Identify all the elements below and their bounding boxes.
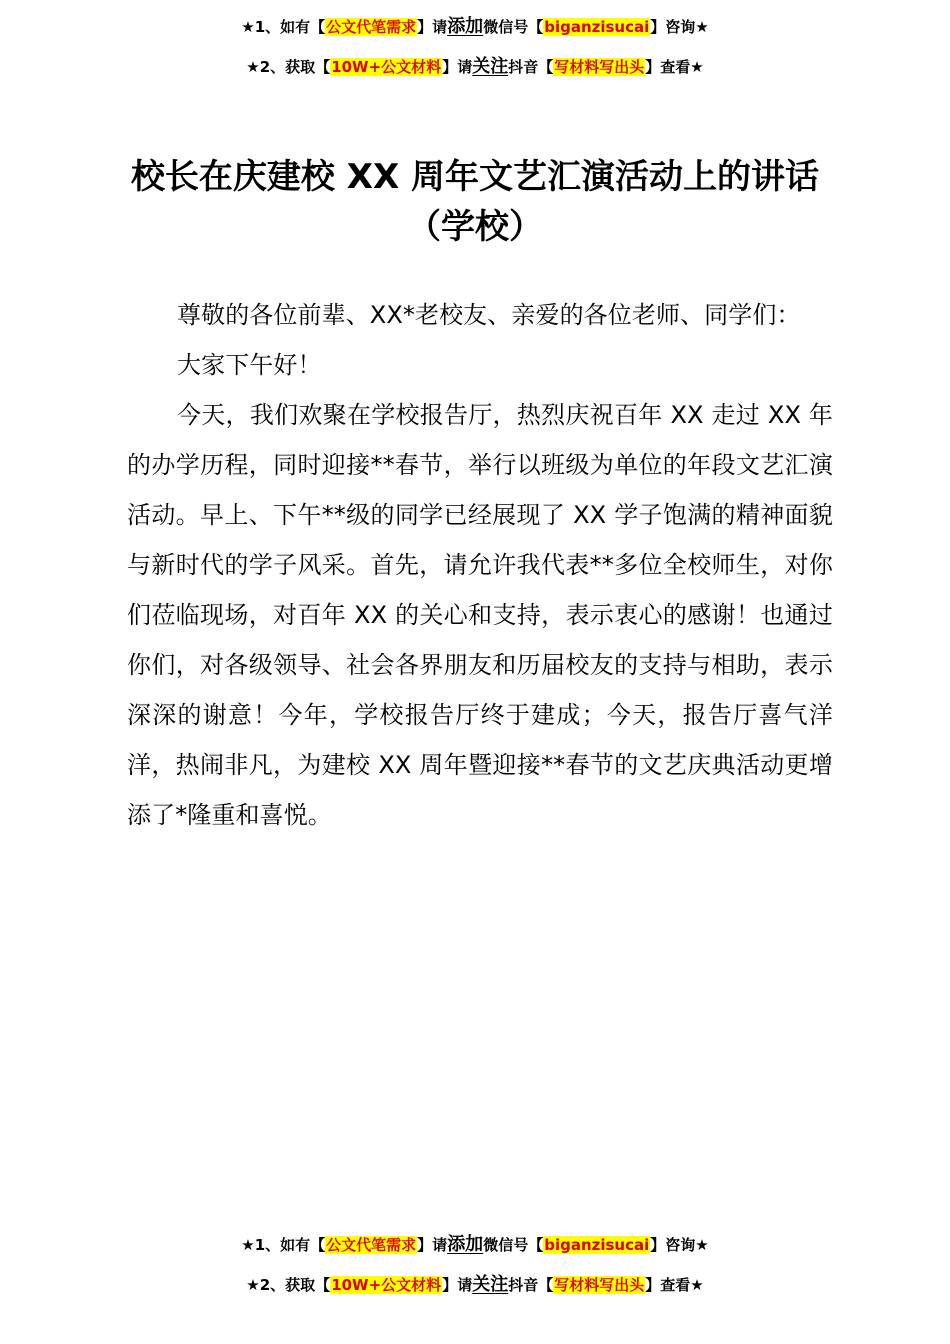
bottom-promo-line-2 xyxy=(0,1275,950,1295)
promo-prefix: 2、获取【 xyxy=(259,58,331,76)
promo-highlight-materials: 10W+公文材料 xyxy=(331,58,442,76)
bottom-promo-line-1 xyxy=(0,1235,950,1255)
greeting-paragraph: 大家下午好！ xyxy=(177,351,322,379)
promo-prefix: 2、获取【 xyxy=(259,1276,331,1294)
promo-suffix: 】查看 xyxy=(645,1276,691,1294)
star-icon: ★ xyxy=(246,58,260,76)
top-promo-line-2 xyxy=(0,57,950,77)
promo-emphasis: 关注 xyxy=(472,56,509,77)
promo-prefix: 1、如有【 xyxy=(254,18,326,36)
top-promo-line-1 xyxy=(0,17,950,37)
promo-text: 】请 xyxy=(417,1236,448,1254)
promo-emphasis: 关注 xyxy=(472,1274,509,1295)
promo-text: 抖音【 xyxy=(508,1276,554,1294)
salutation-paragraph: 尊敬的各位前辈、XX*老校友、亲爱的各位老师、同学们： xyxy=(177,301,801,329)
star-icon: ★ xyxy=(241,1236,255,1254)
document-body xyxy=(127,290,833,840)
promo-suffix: 】查看 xyxy=(645,58,691,76)
promo-prefix: 1、如有【 xyxy=(254,1236,326,1254)
promo-emphasis: 添加 xyxy=(447,1234,484,1255)
promo-highlight-wechat-id: biganzisucai xyxy=(544,18,650,36)
promo-highlight-service: 公文代笔需求 xyxy=(326,1236,417,1254)
promo-highlight-materials: 10W+公文材料 xyxy=(331,1276,442,1294)
promo-text: 】请 xyxy=(442,1276,473,1294)
promo-highlight-douyin-account: 写材料写出头 xyxy=(554,58,645,76)
promo-emphasis: 添加 xyxy=(447,16,484,37)
promo-highlight-service: 公文代笔需求 xyxy=(326,18,417,36)
promo-text: 抖音【 xyxy=(508,58,554,76)
star-icon: ★ xyxy=(695,18,709,36)
document-title xyxy=(100,152,850,252)
title-line-1: 校长在庆建校 XX 周年文艺汇演活动上的讲话 xyxy=(130,157,820,197)
star-icon: ★ xyxy=(241,18,255,36)
promo-text: 微信号【 xyxy=(483,1236,544,1254)
promo-highlight-douyin-account: 写材料写出头 xyxy=(554,1276,645,1294)
star-icon: ★ xyxy=(690,1276,704,1294)
promo-text: 】请 xyxy=(417,18,448,36)
promo-suffix: 】咨询 xyxy=(650,1236,696,1254)
title-line-2: （学校） xyxy=(407,207,543,247)
body-paragraph: 今天，我们欢聚在学校报告厅，热烈庆祝百年 XX 走过 XX 年的办学历程，同时迎接**春节，举行以班级为单位的年段文艺汇演活动。早上、下午**级的同学已经展现了 XX 学子饱满的精神面貌与新时代的学子风采。首先，请允许我代表**多位全校师生，对你们莅临现场，对百年 XX 的关心和支持，表示衷心的感谢！也通过你们，对各级领导、社会各界朋友和历届校友的支持与相助，表示深深的谢意！今年，学校报告厅终于建成；今天，报告厅喜气洋洋，热闹非凡，为建校 XX 周年暨迎接**春节的文艺庆典活动更增添了*隆重和喜悦。 xyxy=(127,401,833,829)
promo-text: 】请 xyxy=(442,58,473,76)
star-icon: ★ xyxy=(246,1276,260,1294)
promo-highlight-wechat-id: biganzisucai xyxy=(544,1236,650,1254)
star-icon: ★ xyxy=(695,1236,709,1254)
star-icon: ★ xyxy=(690,58,704,76)
promo-suffix: 】咨询 xyxy=(650,18,696,36)
promo-text: 微信号【 xyxy=(483,18,544,36)
